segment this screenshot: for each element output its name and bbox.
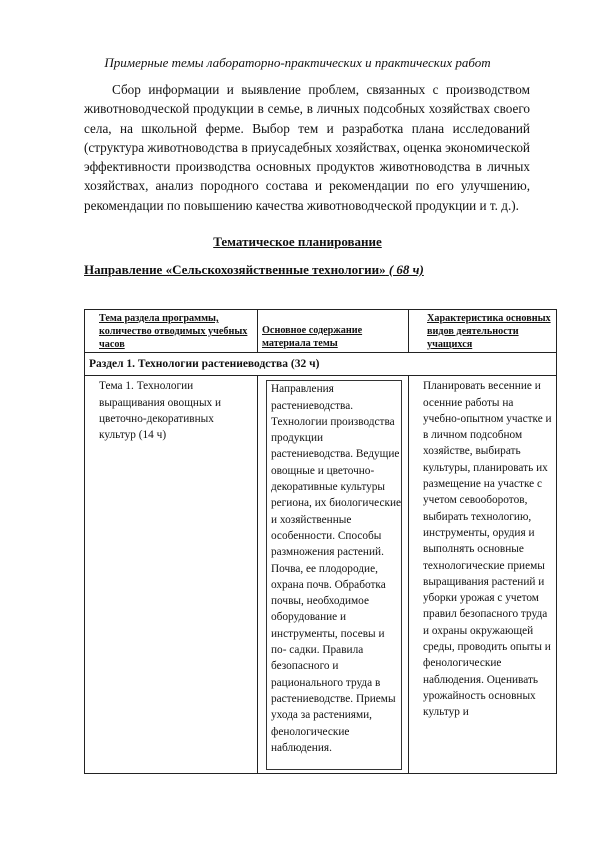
- activities-cell: [409, 376, 557, 774]
- content-text: Направления растениеводства. Технологии производства продукции растениеводства. Ведущие овощные и цветочно-декоративные культуры региона, их биологические и хозяйственные особенности. Способы размножения растений. Почва, ее плодородие, охрана почв. Обработка почвы, необходимое оборудование и инструменты, посевы и по- садки. Правила безопасного и рационального труда в растениеводстве. Приемы ухода за растениями, фенологические наблюдения.: [266, 380, 402, 770]
- direction-hours: ( 68 ч): [388, 262, 424, 277]
- table-row: [85, 376, 557, 774]
- direction-name: Направление «Сельскохозяйственные технологии»: [84, 262, 386, 277]
- section-row: [85, 353, 557, 376]
- topic-text: Тема 1. Технологии выращивания овощных и цветочно-декоративных культур (14 ч): [99, 380, 222, 442]
- direction-heading: [84, 262, 424, 278]
- intro-paragraph: Сбор информации и выявление проблем, связанных с производством животноводческой продукции в семье, в личных подсобных хозяйствах своего села, на школьной ферме. Выбор тем и разработка плана исследований (структура животноводства в приусадебных хозяйствах, оценка экономической эффективности производства основных продуктов животноводства в личных хозяйствах, анализ породного состава и рекомендации по его улучшению, рекомендации по повышению качества животноводческой продукции и т. д.).: [84, 82, 530, 213]
- header-content: Основное содержание материала темы: [258, 310, 409, 353]
- content-cell: [258, 376, 409, 774]
- topic-cell: [85, 376, 258, 774]
- header-activities: Характеристика основных видов деятельности учащихся: [409, 310, 557, 353]
- header-topic: Тема раздела программы, количество отводимых учебных часов: [85, 310, 258, 353]
- table-header-row: [85, 310, 557, 353]
- page-subtitle: Примерные темы лабораторно-практических и практических работ: [104, 55, 491, 70]
- section-title: Раздел 1. Технологии растениеводства (32 ч): [85, 353, 557, 376]
- activities-text: Планировать весенние и осенние работы на учебно-опытном участке и в личном подсобном хозяйстве, выбирать культуры, планировать их размещение на участке с учетом севооборотов, выбирать технологию, инструменты, орудия и выполнять основные технологические приемы выращивания растений и уборки урожая с учетом правил безопасного труда и охраны окружающей среды, проводить опыты и фенологические наблюдения. Оценивать урожайность основных культур и: [423, 380, 552, 719]
- plan-title: Тематическое планирование: [213, 234, 382, 249]
- planning-table: [84, 309, 557, 774]
